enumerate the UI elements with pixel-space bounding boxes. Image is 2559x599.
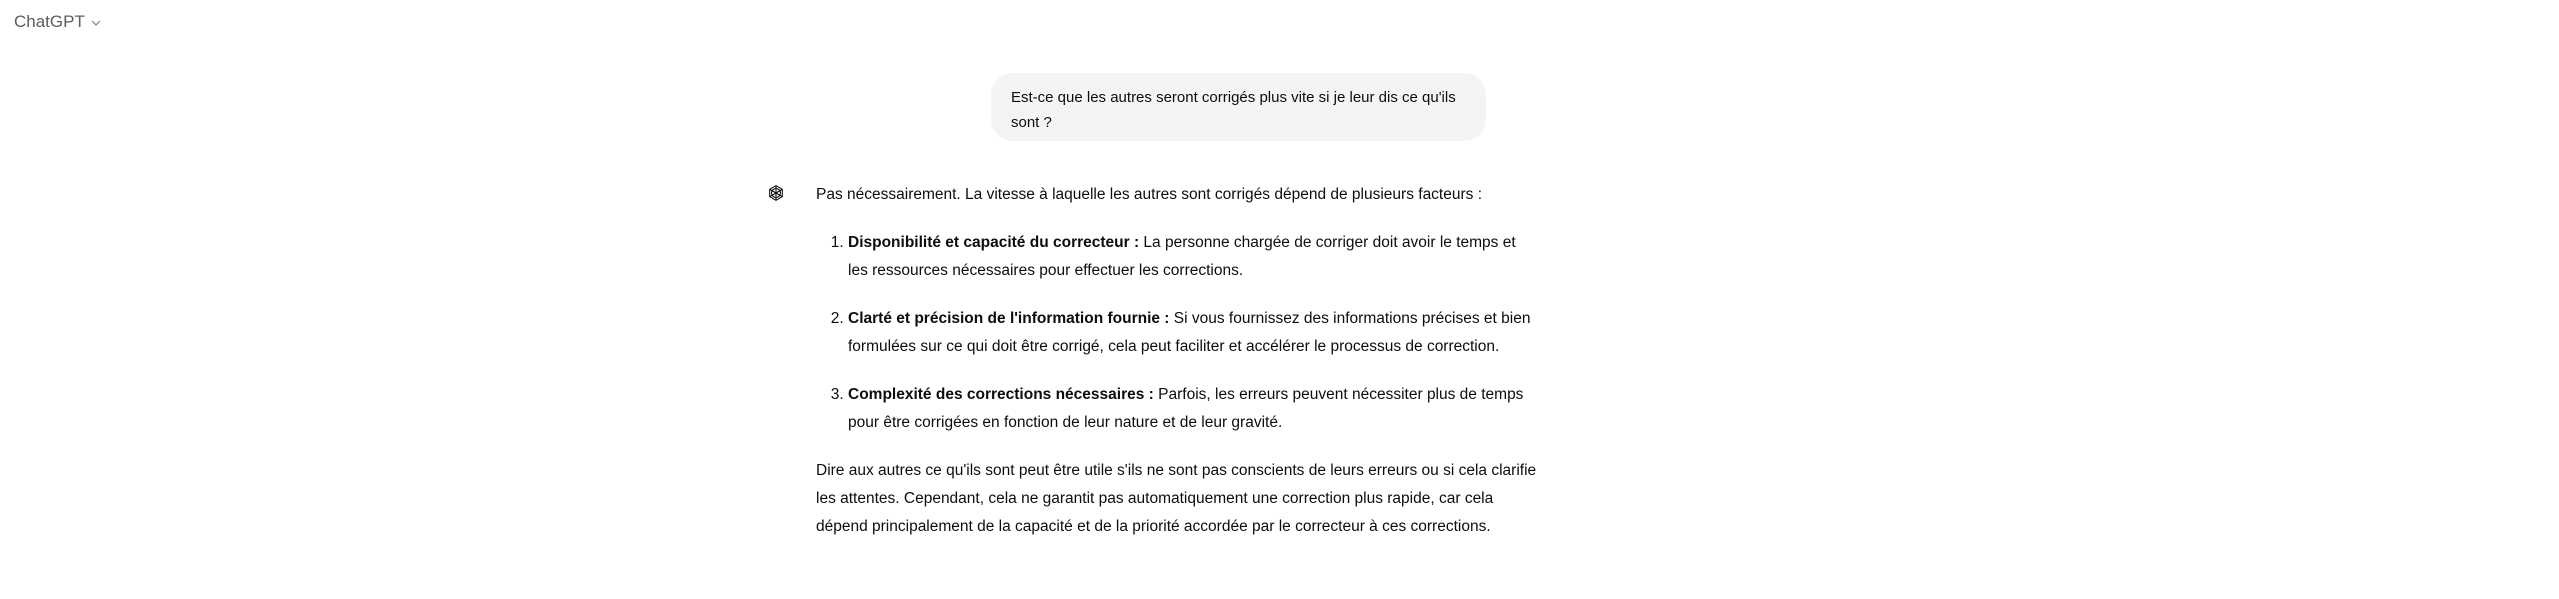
- factor-text: Parfois, les erreurs peuvent nécessiter plus de temps pour être corrigées en fonction de leur nature et de leur gravité.: [848, 386, 1524, 431]
- factor-text: Si vous fournissez des informations précises et bien formulées sur ce qui doit être corrigé, cela peut faciliter et accélérer le processus de correction.: [848, 310, 1531, 355]
- user-message-text: Est-ce que les autres seront corrigés plus vite si je leur dis ce qu'ils sont ?: [1011, 89, 1456, 131]
- assistant-message: [816, 181, 1538, 541]
- factor-title: Complexité des corrections nécessaires :: [848, 386, 1154, 403]
- assistant-intro: Pas nécessairement. La vitesse à laquelle les autres sont corrigés dépend de plusieurs facteurs :: [816, 186, 1483, 203]
- factor-text: La personne chargée de corriger doit avoir le temps et les ressources nécessaires pour effectuer les corrections.: [848, 234, 1516, 279]
- openai-logo-icon: [766, 183, 786, 203]
- chevron-down-icon: [90, 17, 102, 29]
- model-name: ChatGPT: [14, 12, 85, 31]
- factor-title: Clarté et précision de l'information fournie :: [848, 310, 1170, 327]
- list-item: [848, 381, 1538, 437]
- list-item: [848, 229, 1538, 285]
- factor-title: Disponibilité et capacité du correcteur :: [848, 234, 1140, 251]
- factors-list: [816, 229, 1538, 437]
- list-item: [848, 305, 1538, 361]
- assistant-avatar: [764, 181, 788, 205]
- model-selector-button[interactable]: [14, 10, 102, 34]
- assistant-conclusion: Dire aux autres ce qu'ils sont peut être utile s'ils ne sont pas conscients de leurs erreurs ou si cela clarifie les attentes. Cependant, cela ne garantit pas automatiquement une correction plus rapide, car cela dépend principalement de la capacité et de la priorité accordée par le correcteur à ces corrections.: [816, 462, 1537, 535]
- user-message-bubble: [991, 73, 1486, 141]
- top-bar: [0, 0, 2559, 46]
